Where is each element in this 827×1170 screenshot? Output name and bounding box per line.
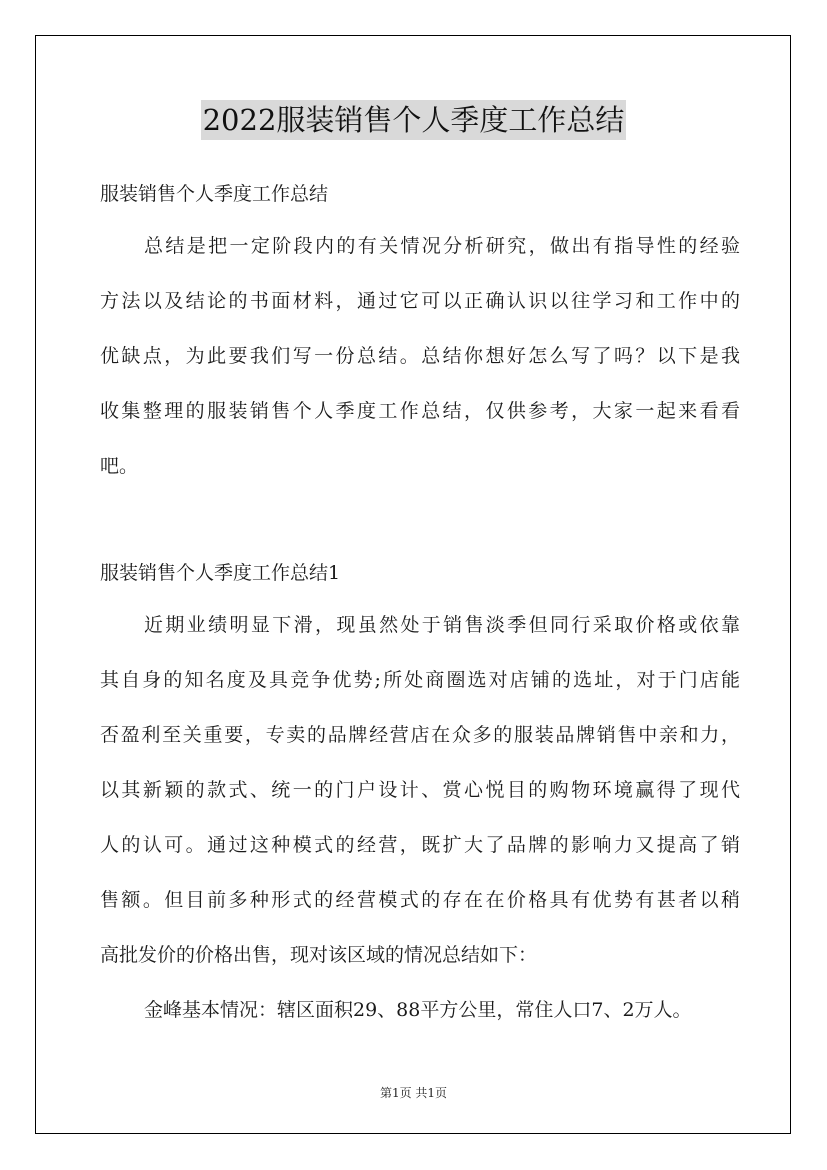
section1-basic-line: 金峰基本情况：辖区面积29、88平方公里，常住人口7、2万人。 xyxy=(144,999,692,1021)
intro-paragraph xyxy=(100,219,740,494)
section1-line: 以其新颖的款式、统一的门户设计、赏心悦目的购物环境赢得了现代 xyxy=(100,779,740,801)
section1-line: 否盈利至关重要，专卖的品牌经营店在众多的服装品牌销售中亲和力， xyxy=(100,724,740,746)
intro-line: 吧。 xyxy=(100,455,139,477)
page-footer: 第1页 共1页 xyxy=(379,1086,448,1100)
document-title: 2022服装销售个人季度工作总结 xyxy=(201,100,627,140)
section1-line: 近期业绩明显下滑，现虽然处于销售淡季但同行采取价格或依靠 xyxy=(144,614,740,636)
intro-line: 总结是把一定阶段内的有关情况分析研究，做出有指导性的经验 xyxy=(144,235,740,257)
title-wrap xyxy=(0,100,827,140)
section1-heading: 服装销售个人季度工作总结1 xyxy=(100,562,341,584)
section1-basic-paragraph xyxy=(100,983,740,1038)
intro-line: 收集整理的服装销售个人季度工作总结，仅供参考，大家一起来看看 xyxy=(100,400,740,422)
intro-line: 方法以及结论的书面材料，通过它可以正确认识以往学习和工作中的 xyxy=(100,290,740,312)
section1-line: 售额。但目前多种形式的经营模式的存在在价格具有优势有甚者以稍 xyxy=(100,889,740,911)
document-subtitle: 服装销售个人季度工作总结 xyxy=(100,183,329,205)
intro-line: 优缺点，为此要我们写一份总结。总结你想好怎么写了吗？以下是我 xyxy=(100,345,740,367)
section1-line: 高批发价的价格出售，现对该区域的情况总结如下： xyxy=(100,944,538,966)
section1-paragraph xyxy=(100,598,740,983)
section1-line: 人的认可。通过这种模式的经营，既扩大了品牌的影响力又提高了销 xyxy=(100,834,740,856)
section1-line: 其自身的知名度及具竞争优势;所处商圈选对店铺的选址，对于门店能 xyxy=(100,669,740,691)
